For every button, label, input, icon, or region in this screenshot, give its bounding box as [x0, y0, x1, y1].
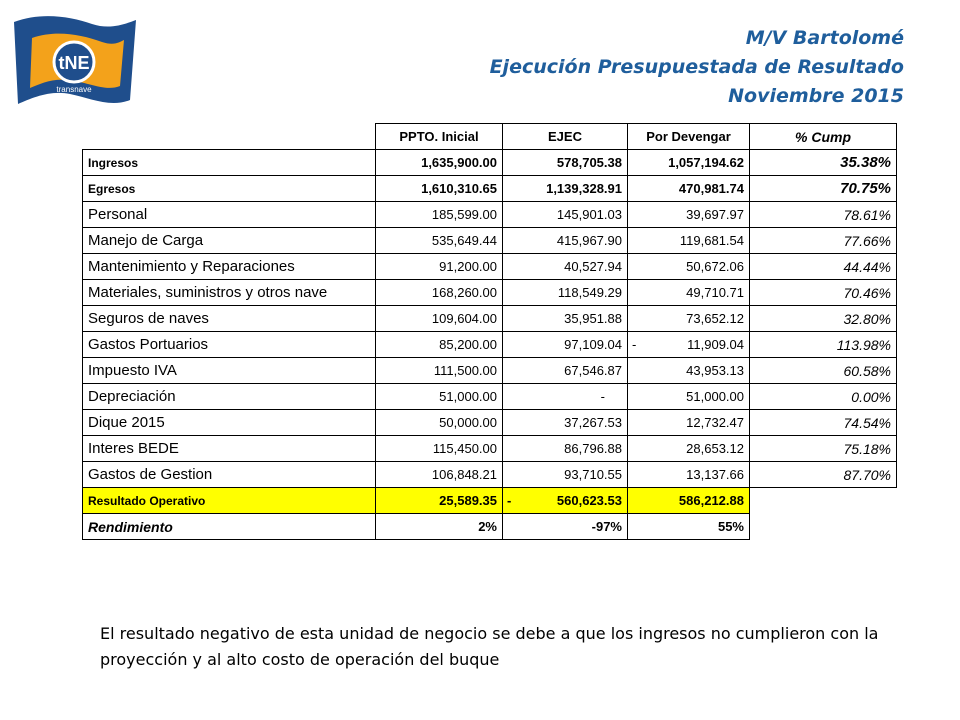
row-interes-bede — [83, 436, 897, 462]
cell-cump: 35.38% — [750, 150, 897, 176]
negative-sign: - — [507, 493, 512, 508]
cell-devengar: 39,697.97 — [628, 202, 750, 228]
row-mantenimiento — [83, 254, 897, 280]
cell-ppto: 1,610,310.65 — [376, 176, 503, 202]
cell-cump: 74.54% — [750, 410, 897, 436]
cell-ppto: 535,649.44 — [376, 228, 503, 254]
cell-ejec: 40,527.94 — [503, 254, 628, 280]
col-header-ppto: PPTO. Inicial — [376, 124, 503, 150]
row-label: Personal — [83, 202, 376, 228]
row-label: Manejo de Carga — [83, 228, 376, 254]
table-header-row — [83, 124, 897, 150]
row-materiales — [83, 280, 897, 306]
cell-devengar: 12,732.47 — [628, 410, 750, 436]
cell-cump: 75.18% — [750, 436, 897, 462]
cell-cump: 32.80% — [750, 306, 897, 332]
cell-ppto: 168,260.00 — [376, 280, 503, 306]
transnave-logo — [10, 12, 140, 112]
row-depreciacion — [83, 384, 897, 410]
title-period: Noviembre 2015 — [728, 85, 904, 107]
cell-devengar: 43,953.13 — [628, 358, 750, 384]
cell-ppto: 111,500.00 — [376, 358, 503, 384]
cell-ejec: 145,901.03 — [503, 202, 628, 228]
cell-ejec: 97,109.04 — [503, 332, 628, 358]
row-seguros — [83, 306, 897, 332]
logo-subtitle: transnave — [56, 85, 92, 94]
cell-cump: 44.44% — [750, 254, 897, 280]
cell-ejec: 1,139,328.91 — [503, 176, 628, 202]
col-header-devengar: Por Devengar — [628, 124, 750, 150]
cell-devengar: 55% — [628, 514, 750, 540]
row-rendimiento — [83, 514, 897, 540]
cell-devengar: 50,672.06 — [628, 254, 750, 280]
row-label: Ingresos — [83, 150, 376, 176]
negative-sign: - — [632, 337, 637, 352]
cell-ppto: 185,599.00 — [376, 202, 503, 228]
cell-ejec: 118,549.29 — [503, 280, 628, 306]
col-header-ejec: EJEC — [503, 124, 628, 150]
cell-devengar: 13,137.66 — [628, 462, 750, 488]
cell-ppto: 50,000.00 — [376, 410, 503, 436]
row-manejo-carga — [83, 228, 897, 254]
row-label: Impuesto IVA — [83, 358, 376, 384]
title-vessel: M/V Bartolomé — [745, 27, 904, 49]
row-label: Materiales, suministros y otros nave — [83, 280, 376, 306]
row-label: Resultado Operativo — [83, 488, 376, 514]
cell-ejec: 86,796.88 — [503, 436, 628, 462]
title-block — [490, 24, 904, 111]
cell-ejec: 37,267.53 — [503, 410, 628, 436]
row-personal — [83, 202, 897, 228]
cell-ejec: 93,710.55 — [503, 462, 628, 488]
cell-ejec: -97% — [503, 514, 628, 540]
cell-devengar: 73,652.12 — [628, 306, 750, 332]
cell-cump: 78.61% — [750, 202, 897, 228]
row-label: Dique 2015 — [83, 410, 376, 436]
row-label: Mantenimiento y Reparaciones — [83, 254, 376, 280]
cell-ppto: 51,000.00 — [376, 384, 503, 410]
cell-ejec: 67,546.87 — [503, 358, 628, 384]
cell-cump: 60.58% — [750, 358, 897, 384]
cell-ppto: 91,200.00 — [376, 254, 503, 280]
cell-cump: 77.66% — [750, 228, 897, 254]
row-gastos-portuarios — [83, 332, 897, 358]
col-header-cump: % Cump — [750, 124, 897, 150]
cell-devengar: 586,212.88 — [628, 488, 750, 514]
cell-ppto: 25,589.35 — [376, 488, 503, 514]
explanatory-note: El resultado negativo de esta unidad de negocio se debe a que los ingresos no cumplieron con la proyección y al alto costo de operación del buque — [100, 624, 879, 669]
cell-cump: 113.98% — [750, 332, 897, 358]
cell-ppto: 115,450.00 — [376, 436, 503, 462]
budget-table — [82, 123, 897, 540]
cell-ppto: 85,200.00 — [376, 332, 503, 358]
cell-ejec: 35,951.88 — [503, 306, 628, 332]
cell-ppto: 106,848.21 — [376, 462, 503, 488]
row-dique — [83, 410, 897, 436]
row-resultado-operativo — [83, 488, 897, 514]
cell-ppto: 2% — [376, 514, 503, 540]
row-label: Interes BEDE — [83, 436, 376, 462]
cell-cump: 70.46% — [750, 280, 897, 306]
cell-ejec: - — [503, 384, 628, 410]
cell-cump: 87.70% — [750, 462, 897, 488]
cell-devengar: 28,653.12 — [628, 436, 750, 462]
cell-ejec — [503, 488, 628, 514]
cell-devengar: 49,710.71 — [628, 280, 750, 306]
cell-devengar: 51,000.00 — [628, 384, 750, 410]
row-ingresos — [83, 150, 897, 176]
title-report: Ejecución Presupuestada de Resultado — [489, 56, 904, 78]
row-label: Seguros de naves — [83, 306, 376, 332]
cell-devengar — [628, 332, 750, 358]
cell-cump: 0.00% — [750, 384, 897, 410]
cell-ejec: 415,967.90 — [503, 228, 628, 254]
row-label: Gastos Portuarios — [83, 332, 376, 358]
logo-brand: tNE — [58, 53, 90, 73]
row-label: Egresos — [83, 176, 376, 202]
cell-devengar: 470,981.74 — [628, 176, 750, 202]
cell-devengar: 119,681.54 — [628, 228, 750, 254]
row-impuesto-iva — [83, 358, 897, 384]
cell-value: 11,909.04 — [687, 337, 744, 352]
cell-ppto: 109,604.00 — [376, 306, 503, 332]
row-label: Rendimiento — [83, 514, 376, 540]
cell-devengar: 1,057,194.62 — [628, 150, 750, 176]
cell-ejec: 578,705.38 — [503, 150, 628, 176]
row-label: Depreciación — [83, 384, 376, 410]
cell-ppto: 1,635,900.00 — [376, 150, 503, 176]
cell-value: 560,623.53 — [556, 493, 622, 508]
row-label: Gastos de Gestion — [83, 462, 376, 488]
row-gastos-gestion — [83, 462, 897, 488]
row-egresos — [83, 176, 897, 202]
cell-cump: 70.75% — [750, 176, 897, 202]
